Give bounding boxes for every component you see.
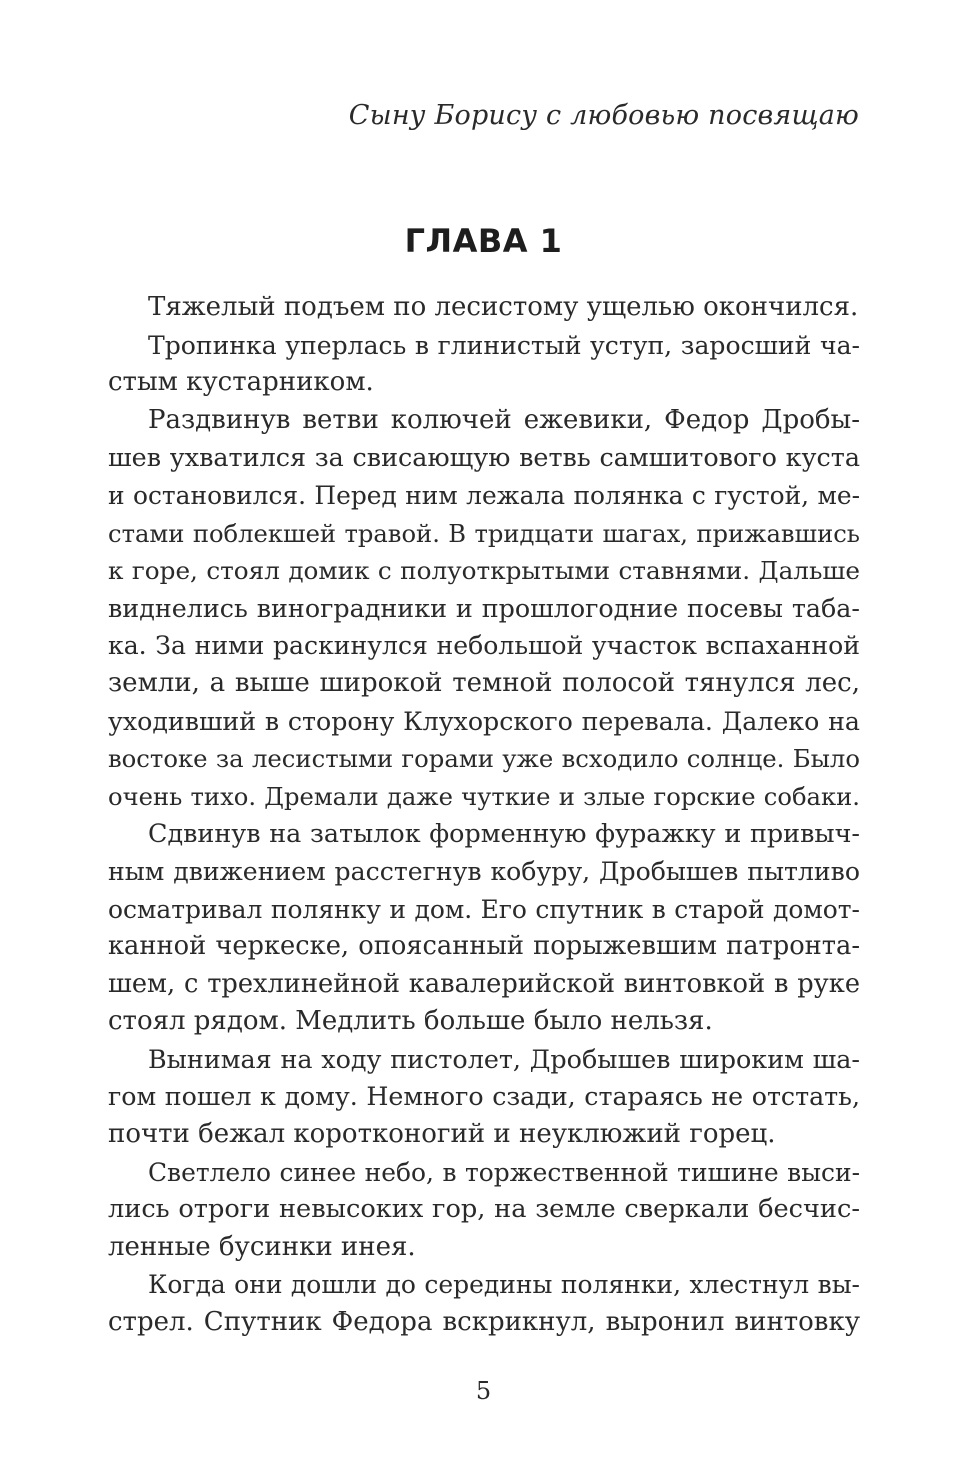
text-line: лись отроги невысоких гор, на земле сверкали бесчис- <box>108 1194 860 1225</box>
text-line: Сдвинув на затылок форменную фуражку и привыч- <box>148 818 860 849</box>
text-line: ленные бусинки инея. <box>108 1231 416 1262</box>
text-line: и остановился. Перед ним лежала полянка с густой, ме- <box>108 480 860 510</box>
text-line: Светлело синее небо, в торжественной тишине выси- <box>148 1157 860 1187</box>
text-line: ка. За ними раскинулся небольшой участок вспаханной <box>108 631 860 661</box>
page-number: 5 <box>475 1377 492 1405</box>
text-line: гом пошел к дому. Немного сзади, стараясь не отстать, <box>108 1082 860 1112</box>
text-line: земли, а выше широкой темной полосой тянулся лес, <box>108 667 860 698</box>
text-line: виднелись виноградники и прошлогодние посевы таба- <box>108 592 860 623</box>
dedication: Сыну Борису с любовью посвящаю <box>348 100 859 131</box>
text-line: Тяжелый подъем по лесистому ущелью окончился. <box>148 292 859 322</box>
text-line: ным движением расстегнув кобуру, Дробышев пытливо <box>108 856 860 886</box>
text-line: Вынимая на ходу пистолет, Дробышев широким ша- <box>148 1043 860 1074</box>
text-line: Тропинка уперлась в глинистый уступ, заросший ча- <box>148 330 860 360</box>
chapter-title: ГЛАВА 1 <box>404 222 563 260</box>
body-text <box>108 289 860 1342</box>
text-line: шем, с трехлинейной кавалерийской винтовкой в руке <box>108 968 860 999</box>
text-line: осматривал полянку и дом. Его спутник в старой домот- <box>108 894 860 924</box>
text-line: почти бежал коротконогий и неуклюжий горец. <box>108 1119 776 1150</box>
text-line: стами поблекшей травой. В тридцати шагах, прижавшись <box>108 518 860 548</box>
text-line: стрел. Спутник Федора вскрикнул, выронил винтовку <box>108 1307 860 1338</box>
text-line: шев ухватился за свисающую ветвь самшитового куста <box>108 442 860 473</box>
text-line: уходивший в сторону Клухорского перевала. Далеко на <box>108 706 860 736</box>
text-line: канной черкеске, опоясанный порыжевшим патронта- <box>108 931 860 962</box>
text-line: к горе, стоял домик с полуоткрытыми ставнями. Дальше <box>108 556 860 586</box>
text-line: востоке за лесистыми горами уже всходило солнце. Было <box>108 744 860 774</box>
text-line: Раздвинув ветви колючей ежевики, Федор Дробы- <box>148 404 860 435</box>
text-line: стым кустарником. <box>108 367 374 398</box>
text-line: очень тихо. Дремали даже чуткие и злые горские собаки. <box>108 781 860 811</box>
text-line: стоял рядом. Медлить больше было нельзя. <box>108 1006 713 1037</box>
text-line: Когда они дошли до середины полянки, хлестнул вы- <box>148 1270 860 1300</box>
